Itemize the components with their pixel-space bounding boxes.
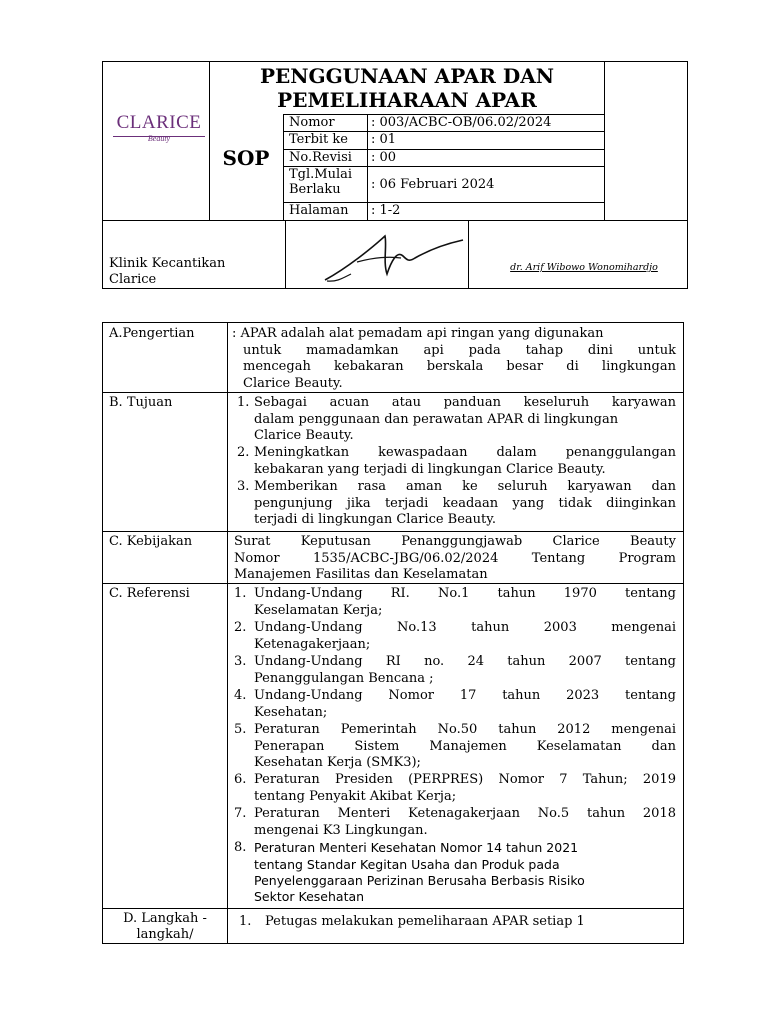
header-divider [367,114,368,220]
referensi-line: Penyelenggaraan Perizinan Berusaha Berbasis Risiko [254,873,585,888]
referensi-line: Kesehatan Kerja (SMK3); [254,755,421,770]
referensi-number: 8. [234,840,247,855]
referensi-number: 4. [234,688,247,703]
section-label-line: D. Langkah - [123,911,207,926]
kebijakan-line: Surat Keputusan Penanggungjawab Clarice Beauty [234,534,676,549]
tujuan-line: Memberikan rasa aman ke seluruh karyawan dan [254,479,676,494]
meta-value-terbit: : 01 [371,132,397,147]
meta-label-revisi: No.Revisi [289,150,352,165]
referensi-line: Penerapan Sistem Manajemen Keselamatan dan [254,738,676,754]
referensi-line: Keselamatan Kerja; [254,602,383,618]
pengertian-line: mencegah kebakaran berskala besar di lingkungan [243,359,676,374]
clinic-name-line: Clarice [109,272,157,287]
meta-label-terbit: Terbit ke [289,132,348,147]
title-line: PEMELIHARAAN APAR [277,88,537,112]
tujuan-line: Meningkatkan kewaspadaan dalam penanggulangan [254,445,676,460]
pengertian-line: Clarice Beauty. [243,375,343,391]
referensi-line: Sektor Kesehatan [254,889,365,904]
table-divider [103,392,683,393]
pengertian-line: untuk mamadamkan api pada tahap dini untuk [243,342,676,358]
referensi-line: Kesehatan; [254,704,328,720]
referensi-line: Peraturan Pemerintah No.50 tahun 2012 mengenai [254,722,676,737]
tujuan-line: Clarice Beauty. [254,428,354,443]
logo-wordmark: CLARICE [116,112,202,133]
tujuan-number: 3. [237,479,250,494]
langkah-number: 1. [239,914,252,929]
section-label-langkah [109,911,221,943]
sop-label: SOP [222,146,270,170]
langkah-line: Petugas melakukan pemeliharaan APAR setiap 1 [265,914,585,929]
title-line: PENGGUNAAN APAR DAN [259,64,555,88]
table-divider [227,323,228,943]
meta-label-line: Berlaku [289,182,341,197]
referensi-number: 5. [234,722,247,737]
meta-label-tgl [289,167,352,197]
tujuan-line: Sebagai acuan atau panduan keseluruh karyawan [254,395,676,410]
meta-value-halaman: : 1-2 [371,203,401,218]
document-title [211,64,603,112]
tujuan-number: 2. [237,445,250,460]
header-divider [285,220,286,288]
meta-label-line: Tgl.Mulai [289,167,353,182]
kebijakan-line: Nomor 1535/ACBC-JBG/06.02/2024 Tentang Program [234,550,676,566]
referensi-line: Undang-Undang No.13 tahun 2003 mengenai [254,620,676,635]
referensi-number: 2. [234,620,247,635]
table-divider [103,531,683,532]
referensi-line: Undang-Undang Nomor 17 tahun 2023 tentang [254,688,676,703]
meta-label-nomor: Nomor [289,115,335,130]
doctor-name: dr. Arif Wibowo Wonomihardjo [510,262,658,273]
header-divider [209,62,210,220]
referensi-line: tentang Penyakit Akibat Kerja; [254,788,457,804]
sop-header-table [102,61,688,289]
referensi-line: mengenai K3 Lingkungan. [254,822,428,838]
section-label-pengertian: A.Pengertian [109,326,195,341]
referensi-line: Undang-Undang RI no. 24 tahun 2007 tentang [254,654,676,669]
tujuan-number: 1. [237,395,250,410]
section-label-kebijakan: C. Kebijakan [109,534,193,549]
clinic-name-line: Klinik Kecantikan [109,256,226,271]
section-label-referensi: C. Referensi [109,586,190,601]
kebijakan-line: Manajemen Fasilitas dan Keselamatan [234,567,488,582]
referensi-line: Undang-Undang RI. No.1 tahun 1970 tentang [254,586,676,601]
tujuan-line: dalam penggunaan dan perawatan APAR di lingkungan [254,411,619,427]
header-divider [468,220,469,288]
referensi-line: Peraturan Menteri Ketenagakerjaan No.5 tahun 2018 [254,806,676,821]
referensi-line: Ketenagakerjaan; [254,636,371,652]
tujuan-line: pengunjung jika terjadi keadaan yang tidak diinginkan [254,495,676,511]
meta-value-nomor: : 003/ACBC-OB/06.02/2024 [371,115,552,130]
referensi-number: 6. [234,772,247,787]
referensi-line: Penanggulangan Bencana ; [254,670,434,686]
referensi-number: 7. [234,806,247,821]
logo-subtitle: Beauty [147,134,171,143]
section-label-line: langkah/ [136,927,194,942]
meta-label-halaman: Halaman [289,203,349,218]
tujuan-line: kebakaran yang terjadi di lingkungan Clarice Beauty. [254,461,606,477]
referensi-line: Peraturan Menteri Kesehatan Nomor 14 tahun 2021 [254,840,579,855]
clinic-name [109,256,279,288]
pengertian-line: : APAR adalah alat pemadam api ringan yang digunakan [232,326,604,341]
referensi-line: Peraturan Presiden (PERPRES) Nomor 7 Tahun; 2019 [254,772,676,787]
signature-image [317,228,467,286]
clarice-logo [109,112,209,143]
meta-value-tgl: : 06 Februari 2024 [371,177,495,192]
table-divider [103,908,683,909]
header-divider [604,62,605,220]
header-divider [103,220,687,221]
referensi-line: tentang Standar Kegitan Usaha dan Produk pada [254,856,560,872]
referensi-number: 3. [234,654,247,669]
section-label-tujuan: B. Tujuan [109,395,173,410]
sop-content-table [102,322,684,944]
tujuan-line: terjadi di lingkungan Clarice Beauty. [254,512,497,527]
referensi-number: 1. [234,586,247,601]
header-divider [283,114,284,220]
meta-value-revisi: : 00 [371,150,397,165]
